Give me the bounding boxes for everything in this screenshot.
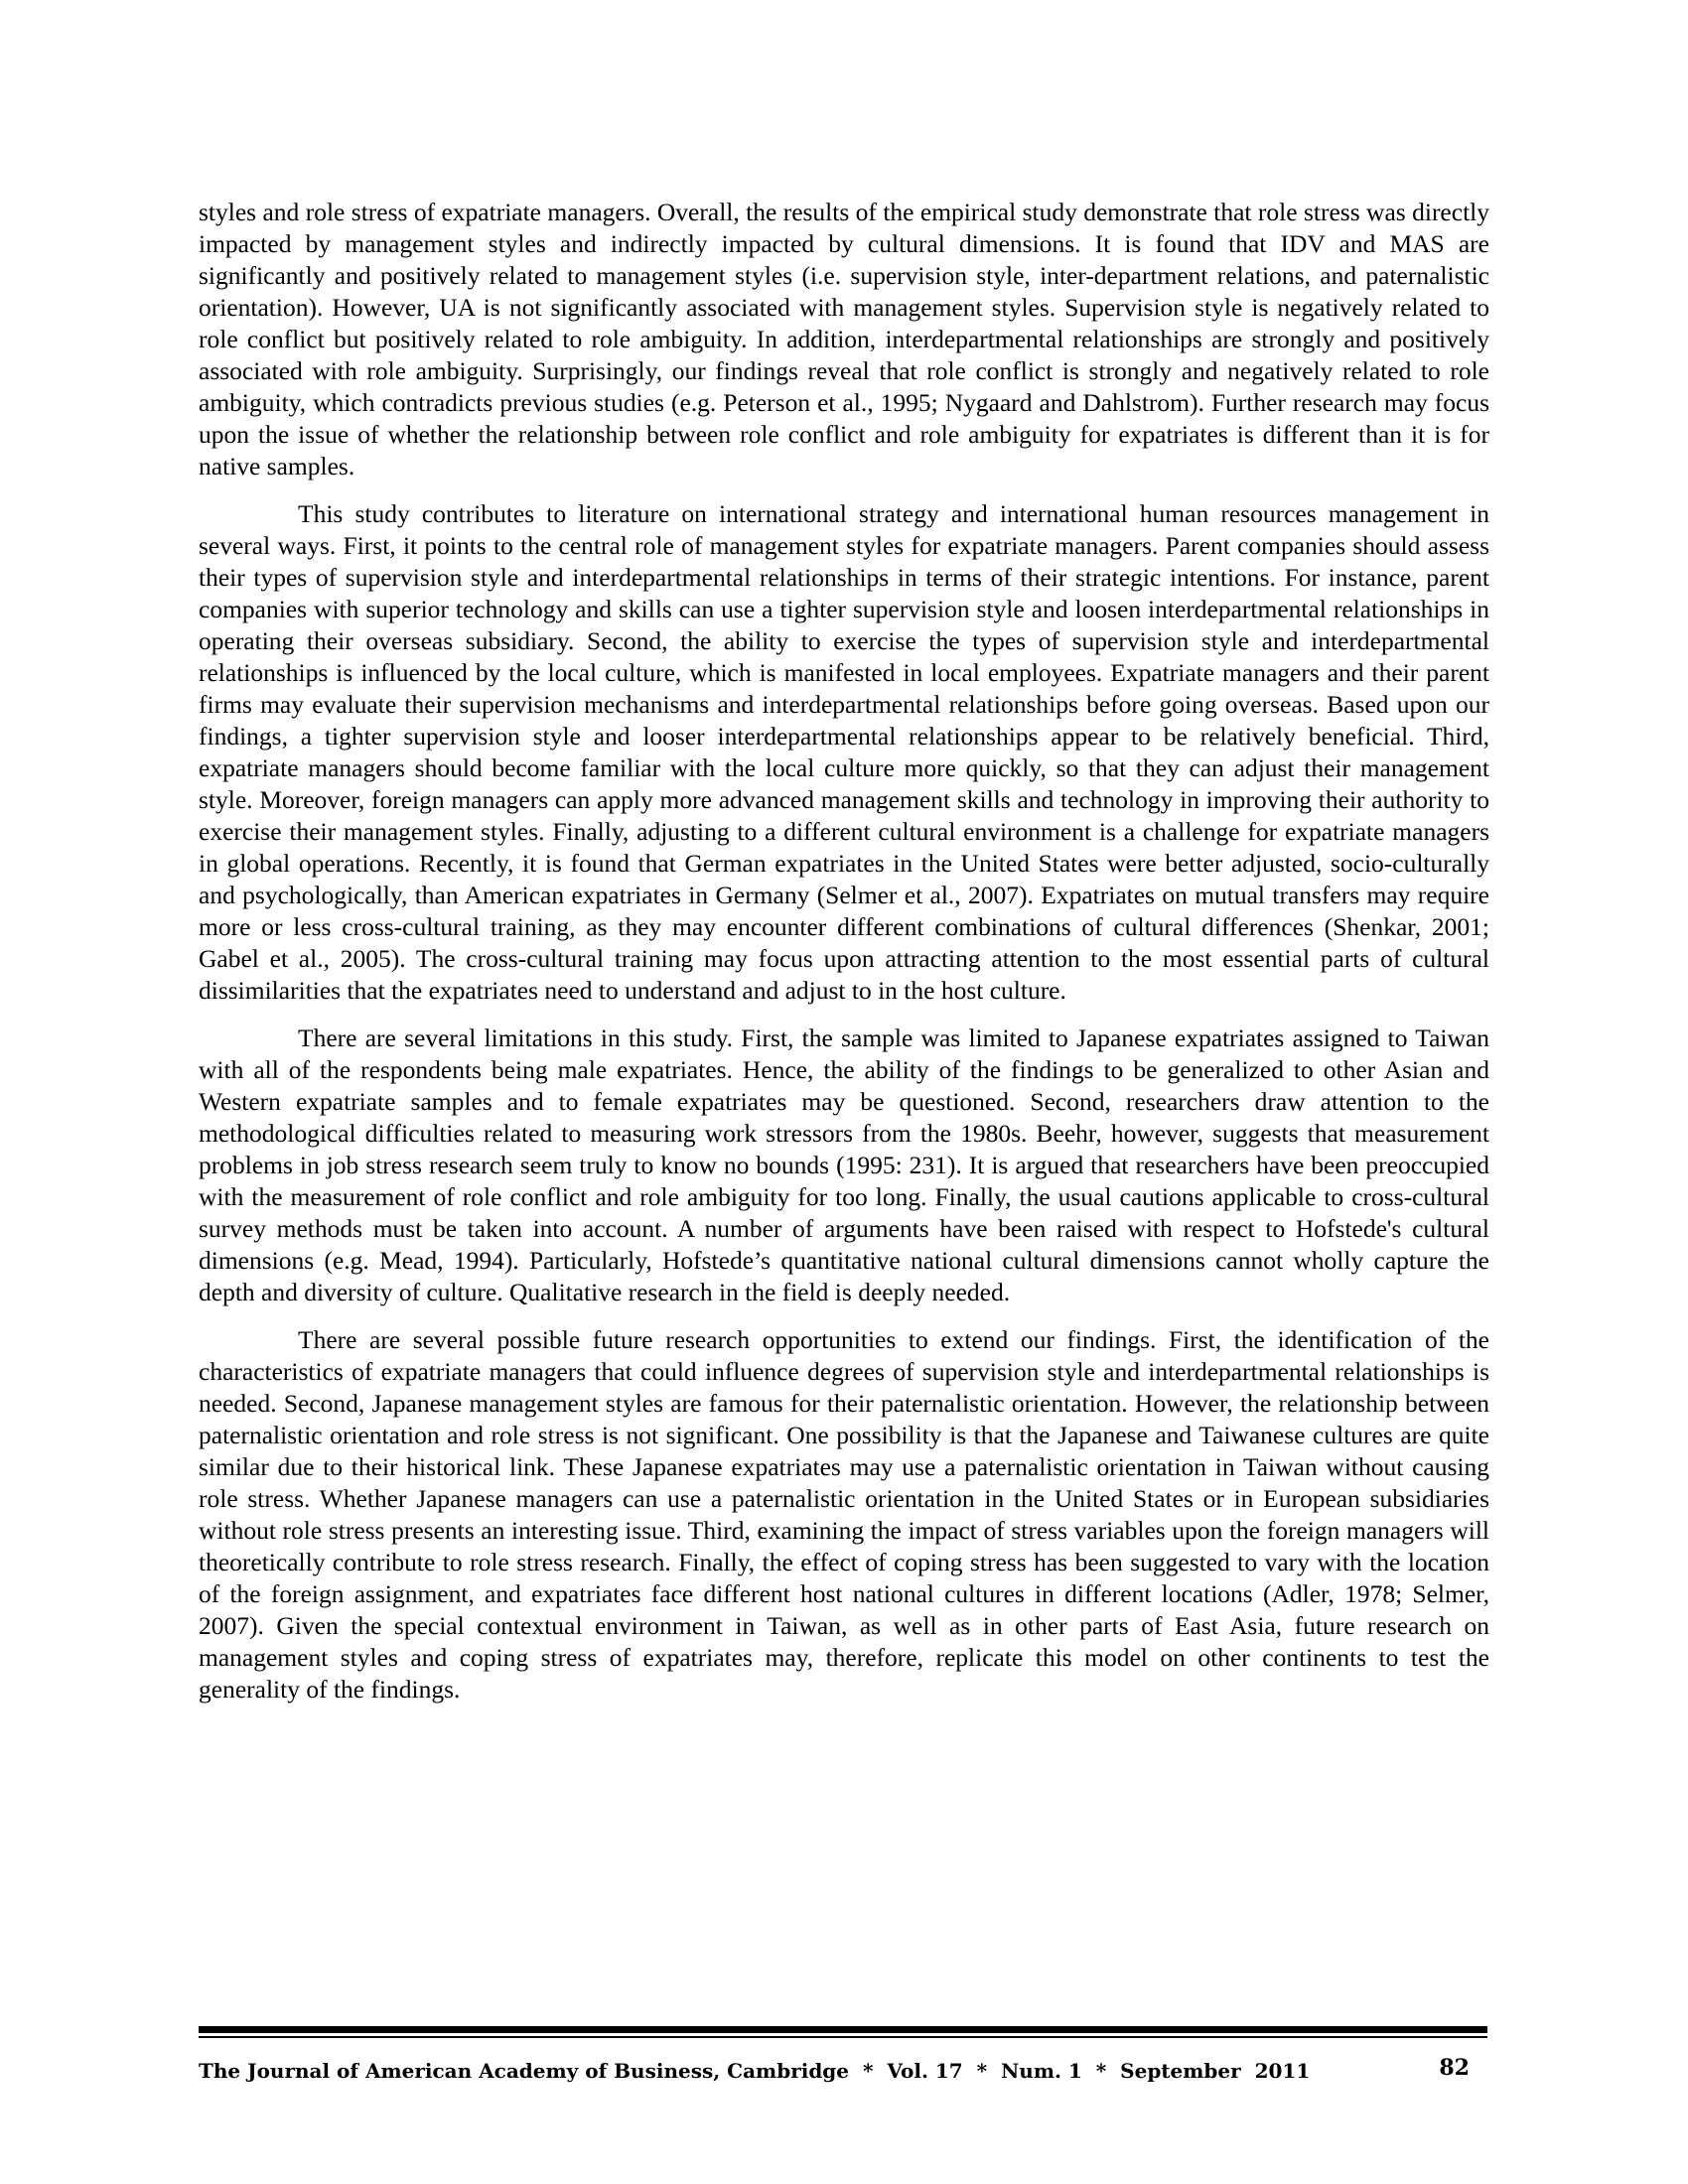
body-text bbox=[199, 197, 1489, 1721]
page-number: 82 bbox=[1439, 2055, 1470, 2081]
footer-rule-thin bbox=[199, 2036, 1487, 2038]
paragraph-contributions: This study contributes to literature on international strategy and international human resources management in several ways. First, it points to the central role of management styles for expatriate managers. Parent companies should assess their types of supervision style and interdepartmental relationships in terms of their strategic intentions. For instance, parent companies with superior technology and skills can use a tighter supervision style and loosen interdepartmental relationships in operating their overseas subsidiary. Second, the ability to exercise the types of supervision style and interdepartmental relationships is influenced by the local culture, which is manifested in local employees. Expatriate managers and their parent firms may evaluate their supervision mechanisms and interdepartmental relationships before going overseas. Based upon our findings, a tighter supervision style and looser interdepartmental relationships appear to be relatively beneficial. Third, expatriate managers should become familiar with the local culture more quickly, so that they can adjust their management style. Moreover, foreign managers can apply more advanced management skills and technology in improving their authority to exercise their management styles. Finally, adjusting to a different cultural environment is a challenge for expatriate managers in global operations. Recently, it is found that German expatriates in the United States were better adjusted, socio-culturally and psychologically, than American expatriates in Germany (Selmer et al., 2007). Expatriates on mutual transfers may require more or less cross-cultural training, as they may encounter different combinations of cultural differences (Shenkar, 2001; Gabel et al., 2005). The cross-cultural training may focus upon attracting attention to the most essential parts of cultural dissimilarities that the expatriates need to understand and adjust to in the host culture. bbox=[199, 499, 1489, 1005]
footer-journal-citation: The Journal of American Academy of Business, Cambridge * Vol. 17 * Num. 1 * September 2011 bbox=[199, 2059, 1311, 2083]
paragraph-future-research: There are several possible future research opportunities to extend our findings. First, the identification of the characteristics of expatriate managers that could influence degrees of supervision style and interdepartmental relationships is needed. Second, Japanese management styles are famous for their paternalistic orientation. However, the relationship between paternalistic orientation and role stress is not significant. One possibility is that the Japanese and Taiwanese cultures are quite similar due to their historical link. These Japanese expatriates may use a paternalistic orientation in Taiwan without causing role stress. Whether Japanese managers can use a paternalistic orientation in the United States or in European subsidiaries without role stress presents an interesting issue. Third, examining the impact of stress variables upon the foreign managers will theoretically contribute to role stress research. Finally, the effect of coping stress has been suggested to vary with the location of the foreign assignment, and expatriates face different host national cultures in different locations (Adler, 1978; Selmer, 2007). Given the special contextual environment in Taiwan, as well as in other parts of East Asia, future research on management styles and coping stress of expatriates may, therefore, replicate this model on other continents to test the generality of the findings. bbox=[199, 1325, 1489, 1704]
paragraph-findings-summary: styles and role stress of expatriate managers. Overall, the results of the empirical study demonstrate that role stress was directly impacted by management styles and indirectly impacted by cultural dimensions. It is found that IDV and MAS are significantly and positively related to management styles (i.e. supervision style, inter-department relations, and paternalistic orientation). However, UA is not significantly associated with management styles. Supervision style is negatively related to role conflict but positively related to role ambiguity. In addition, interdepartmental relationships are strongly and positively associated with role ambiguity. Surprisingly, our findings reveal that role conflict is strongly and negatively related to role ambiguity, which contradicts previous studies (e.g. Peterson et al., 1995; Nygaard and Dahlstrom). Further research may focus upon the issue of whether the relationship between role conflict and role ambiguity for expatriates is different than it is for native samples. bbox=[199, 198, 1489, 480]
footer-rule-thick bbox=[199, 2026, 1487, 2033]
paragraph-limitations: There are several limitations in this study. First, the sample was limited to Japanese expatriates assigned to Taiwan with all of the respondents being male expatriates. Hence, the ability of the findings to be generalized to other Asian and Western expatriate samples and to female expatriates may be questioned. Second, researchers draw attention to the methodological difficulties related to measuring work stressors from the 1980s. Beehr, however, suggests that measurement problems in job stress research seem truly to know no bounds (1995: 231). It is argued that researchers have been preoccupied with the measurement of role conflict and role ambiguity for too long. Finally, the usual cautions applicable to cross-cultural survey methods must be taken into account. A number of arguments have been raised with respect to Hofstede's cultural dimensions (e.g. Mead, 1994). Particularly, Hofstede’s quantitative national cultural dimensions cannot wholly capture the depth and diversity of culture. Qualitative research in the field is deeply needed. bbox=[199, 1024, 1489, 1306]
